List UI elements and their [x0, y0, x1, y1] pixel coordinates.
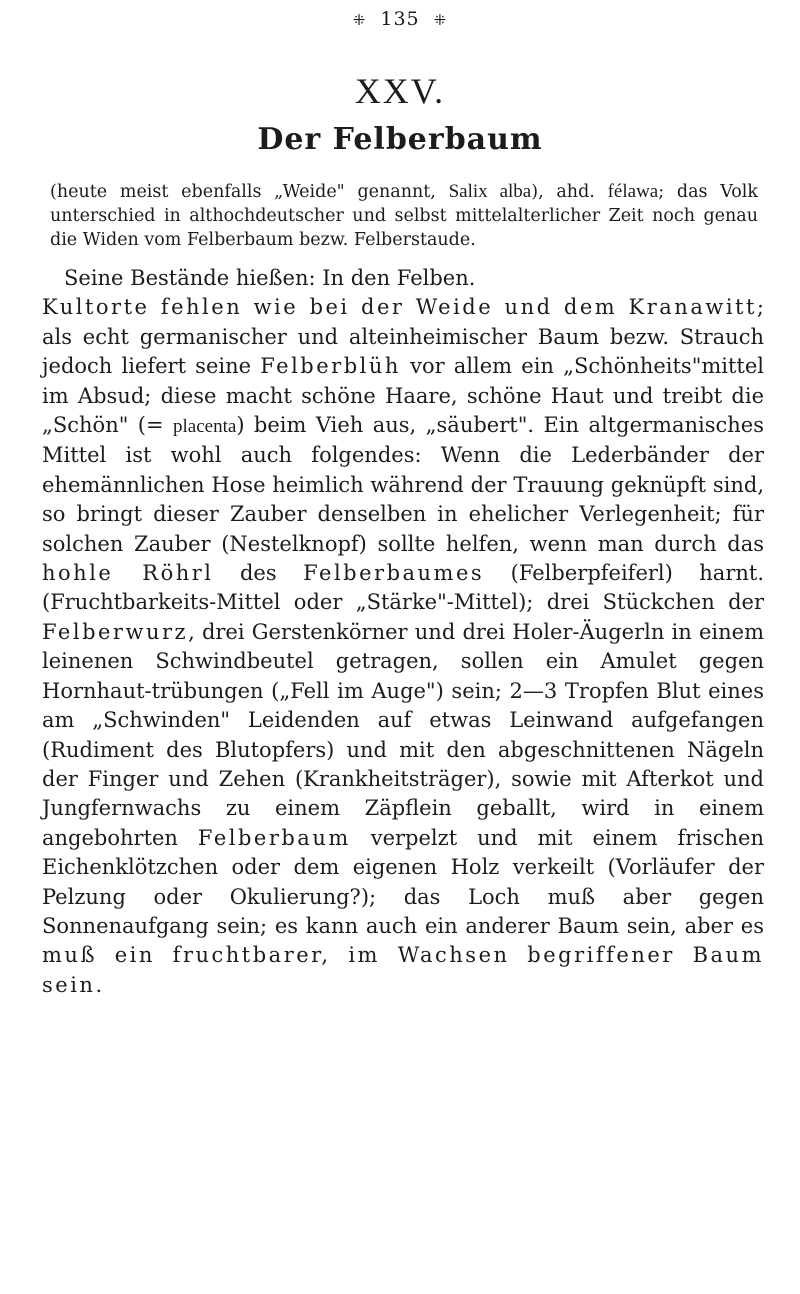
spaced-emphasis: Felberwurz: [42, 619, 189, 644]
spaced-emphasis: Felberbaum: [197, 825, 351, 850]
text-run: , drei Gerstenkörner und drei Holer-Äugerln in einem leinenen Schwindbeutel getragen, sollen ein Amulet gegen Hornhaut-trübungen („Fell im Auge") sein; 2—3 Tropfen Blut eines am „Schwinden" Leidenden auf etwas Leinwand aufgefangen (Rudiment des Blutopfers) und mit den abgeschnittenen Nägeln der Finger und Zehen (Krankheitsträger), sowie mit Afterkot und Jungfernwachs zu einem Zäpflein geballt, wird in einem angebohrten: [42, 619, 764, 850]
folio-ornament-left: ⁜: [352, 11, 367, 29]
text-run: Seine Bestände hießen:: [64, 266, 323, 290]
text-run: In den Felben.: [322, 266, 476, 290]
spaced-emphasis: Felberblüh: [260, 354, 401, 379]
chapter-title: Der Felberbaum: [257, 122, 543, 157]
text-run: verpelzt und mit einem frischen Eichenklötzchen oder dem eigenen Holz verkeilt (Vorläufer der Pelzung oder Okulierung?); das Loch muß aber gegen Sonnenaufgang sein; es kann auch ein anderer Baum sein, aber es: [42, 825, 764, 938]
text-run: vor allem ein „Schönheits"mittel im Absud; diese macht schöne Haare, schöne Haut und treibt die „Schön" (=: [42, 354, 765, 438]
spaced-emphasis: Felberbaumes: [303, 561, 485, 586]
page-number-line: [0, 8, 800, 30]
text-run: ; als echt germanischer und alteinheimischer Baum bezw. Strauch jedoch liefert seine: [42, 295, 764, 379]
page-number: 135: [380, 8, 420, 30]
intro-text-2: ), ahd.: [531, 182, 608, 202]
latin-name: Salix alba: [448, 181, 532, 202]
intro-text-3: ; das Volk unterschied in althochdeutscher und selbst mittelalterlicher Zeit noch genau die Widen vom Felberbaum bezw. Felberstaude.: [50, 182, 758, 250]
spaced-emphasis: Kultorte fehlen wie bei der Weide und dem Kranawitt: [42, 295, 757, 320]
intro-note: [50, 180, 758, 252]
folio-ornament-right: ⁜: [433, 11, 448, 29]
body-paragraph: [42, 264, 764, 1000]
chapter-number: XXV.: [354, 71, 446, 111]
body-text: [42, 264, 764, 1000]
text-run: .: [95, 972, 103, 997]
spaced-emphasis: muß ein fruchtbarer, im Wachsen begriffener Baum sein: [42, 943, 764, 997]
ahd-word: félawa: [607, 181, 659, 202]
intro-text-1: (heute meist ebenfalls „Weide" genannt,: [50, 182, 449, 202]
text-run: (Felberpfeiferl) harnt. (Fruchtbarkeits-Mittel oder „Stärke"-Mittel); drei Stückchen der: [42, 561, 764, 615]
text-run: des: [213, 561, 304, 586]
text-run: ) beim Vieh aus, „säubert". Ein altgermanisches Mittel ist wohl auch folgendes: Wenn die Lederbänder der ehemännlichen Hose heimlich während der Trauung geknüpft sind, so bringt dieser Zauber denselben in ehelicher Verlegenheit; für solchen Zauber (Nestelknopf) sollte helfen, wenn man durch das: [42, 413, 764, 556]
latin-term: placenta: [173, 416, 237, 438]
spaced-emphasis: hohle Röhrl: [42, 561, 214, 586]
